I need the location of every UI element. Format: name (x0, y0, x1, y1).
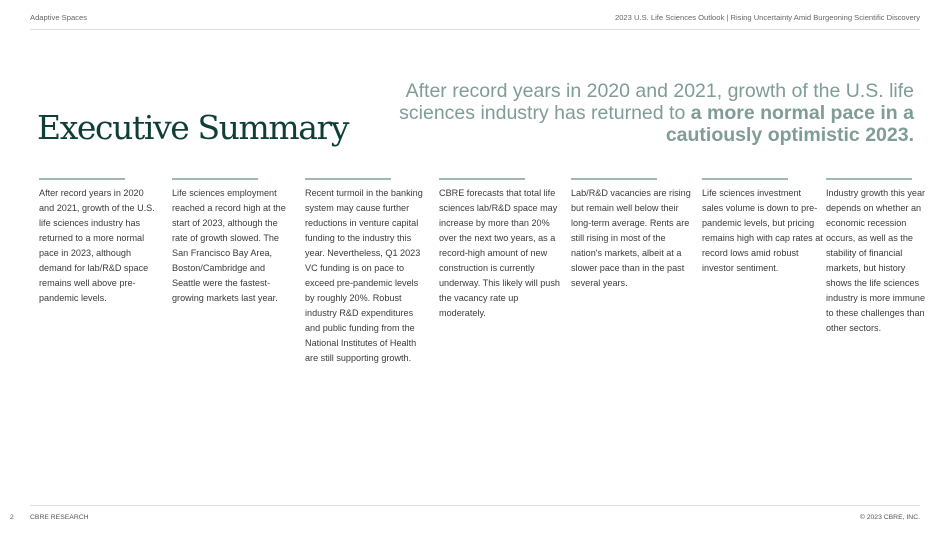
column-accent-bar (571, 178, 657, 180)
column-accent-bar (305, 178, 391, 180)
column-accent-bar (439, 178, 525, 180)
footer-copyright: © 2023 CBRE, INC. (859, 514, 920, 521)
page-title: Executive Summary (37, 108, 349, 147)
footer-section: CBRE RESEARCH (30, 514, 89, 521)
summary-column-text: CBRE forecasts that total life sciences lab/R&D space may increase by more than 20% over the next two years, as a record-high amount of new construction is currently underway. This likely will push the vacancy rate up moderately. (439, 188, 560, 318)
summary-column-4 (439, 178, 561, 321)
header-divider (30, 29, 920, 30)
column-accent-bar (39, 178, 125, 180)
lead-statement-emphasis: a more normal pace in a cautiously optimistic 2023. (665, 102, 914, 146)
summary-column-text: Life sciences investment sales volume is down to pre-pandemic levels, but pricing remains high with cap rates at record lows amid robust investor sentiment. (702, 188, 823, 273)
summary-column-text: Recent turmoil in the banking system may cause further reductions in venture capital funding to the industry this year. Nevertheless, Q1 2023 VC funding is on pace to exceed pre-pandemic levels by roughly 20%. Robust industry R&D expenditures and public funding from the National Institutes of Health are still supporting growth. (305, 188, 423, 363)
summary-column-5 (571, 178, 693, 291)
page-number: 2 (10, 514, 14, 521)
lead-statement (394, 80, 914, 146)
summary-column-6 (702, 178, 824, 276)
summary-column-1 (39, 178, 161, 306)
summary-column-3 (305, 178, 427, 366)
header-section-label: Adaptive Spaces (30, 13, 87, 22)
summary-column-text: Life sciences employment reached a record high at the start of 2023, although the rate of growth slowed. The San Francisco Bay Area, Boston/Cambridge and Seattle were the fastest-growing markets last year. (172, 188, 286, 303)
summary-column-2 (172, 178, 294, 306)
summary-column-text: Lab/R&D vacancies are rising but remain well below their long-term average. Rents are still rising in most of the nation's markets, albeit at a slower pace than in the past several years. (571, 188, 691, 288)
header-report-title: 2023 U.S. Life Sciences Outlook | Rising Uncertainty Amid Burgeoning Scientific Discovery (614, 13, 920, 22)
summary-column-text: After record years in 2020 and 2021, growth of the U.S. life sciences industry has returned to a more normal pace in 2023, although demand for lab/R&D space remains well above pre-pandemic levels. (39, 188, 155, 303)
footer-divider (30, 505, 920, 506)
column-accent-bar (702, 178, 788, 180)
column-accent-bar (826, 178, 912, 180)
column-accent-bar (172, 178, 258, 180)
summary-column-7 (826, 178, 926, 336)
lead-statement-text: After record years in 2020 and 2021, growth of the U.S. life sciences industry has returned to (399, 80, 914, 124)
summary-column-text: Industry growth this year depends on whether an economic recession occurs, as well as the stability of financial markets, but history shows the life sciences industry is more immune to these challenges than other sectors. (826, 188, 926, 333)
